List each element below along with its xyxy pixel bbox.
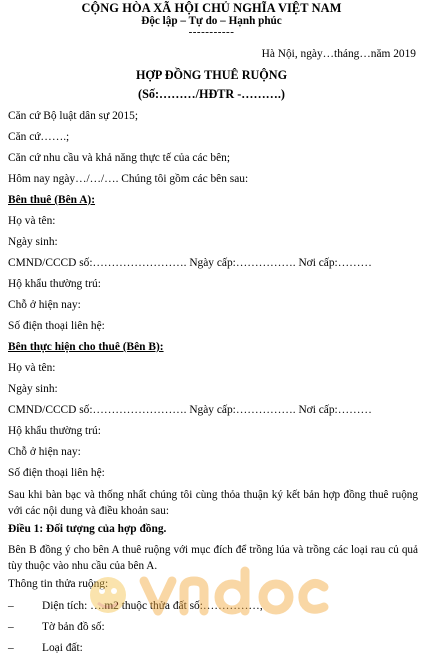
article-1-body: Bên B đồng ý cho bên A thuê ruộng với mục đích để trồng lúa và trồng các loại rau củ quả tùy thuộc vào nhu cầu của bên A.: [8, 544, 418, 572]
preamble-line: Căn cứ nhu cầu và khả năng thực tế của các bên;: [8, 152, 231, 164]
party-a-household: Hộ khẩu thường trú:: [8, 278, 101, 290]
motto: Độc lập – Tự do – Hạnh phúc: [141, 15, 282, 27]
article-1-heading: Điều 1: Đối tượng của hợp đồng.: [8, 523, 167, 535]
party-b-household: Hộ khẩu thường trú:: [8, 425, 101, 437]
bullet-dash: –: [8, 642, 14, 654]
agreement-paragraph: Sau khi bàn bạc và thống nhất chúng tôi cùng thỏa thuận ký kết bản hợp đồng thuê ruộng với các nội dung và điều khoản sau:: [8, 489, 418, 517]
bullet-dash: –: [8, 600, 14, 612]
party-a-name: Họ và tên:: [8, 215, 56, 227]
party-b-name: Họ và tên:: [8, 362, 56, 374]
party-b-id: CMND/CCCD số:……………………. Ngày cấp:……………. Nơi cấp:………: [8, 404, 372, 416]
party-a-dob: Ngày sinh:: [8, 236, 58, 248]
header-divider: -----------: [188, 26, 235, 38]
bullet-dash: –: [8, 621, 14, 633]
preamble-line: Căn cứ…….;: [8, 131, 70, 143]
party-b-dob: Ngày sinh:: [8, 383, 58, 395]
party-a-id: CMND/CCCD số:……………………. Ngày cấp:……………. Nơi cấp:………: [8, 257, 372, 269]
plot-info-item: – Tờ bản đồ số:: [8, 621, 105, 633]
party-b-heading: Bên thực hiện cho thuê (Bên B):: [8, 341, 164, 353]
party-a-residence: Chỗ ở hiện nay:: [8, 299, 81, 311]
plot-info-label: Thông tin thửa ruộng:: [8, 578, 109, 590]
party-a-phone: Số điện thoại liên hệ:: [8, 320, 105, 332]
party-b-residence: Chỗ ở hiện nay:: [8, 446, 81, 458]
plot-info-item: – Loại đất:: [8, 642, 83, 654]
contract-title: HỢP ĐỒNG THUÊ RUỘNG: [135, 68, 288, 82]
preamble-line: Căn cứ Bộ luật dân sự 2015;: [8, 110, 139, 122]
vndoc-watermark-logo: [80, 565, 340, 625]
party-b-phone: Số điện thoại liên hệ:: [8, 467, 105, 479]
date-line: Hà Nội, ngày…tháng…năm 2019: [261, 48, 416, 60]
contract-number: (Số:………/HĐTR -……….): [138, 87, 285, 101]
preamble-line: Hôm nay ngày…/…/…. Chúng tôi gồm các bên sau:: [8, 173, 249, 185]
party-a-heading: Bên thuê (Bên A):: [8, 194, 96, 206]
country-heading: CỘNG HÒA XÃ HỘI CHỦ NGHĨA VIỆT NAM: [81, 1, 342, 15]
plot-info-item: – Diện tích: ….m2 thuộc thửa đất số:……………,: [8, 600, 263, 612]
